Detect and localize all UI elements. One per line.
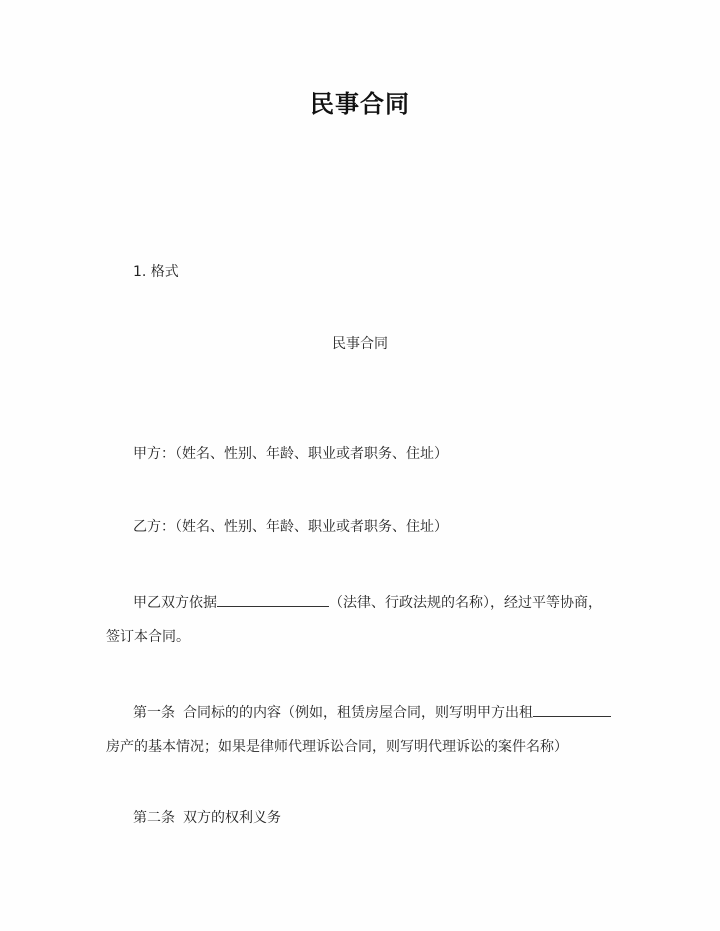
party-a-details: （姓名、性别、年龄、职业或者职务、住址）: [175, 446, 448, 462]
section-heading: 1. 格式: [133, 264, 179, 280]
article-1-label: 第一条: [133, 705, 175, 721]
basis-blank-note: （法律、行政法规的名称），经过平等协商，: [329, 595, 602, 611]
party-a-line: [133, 444, 448, 464]
basis-paragraph-line2: 签订本合同。: [106, 629, 190, 645]
article-2-text: 双方的权利义务: [183, 810, 281, 826]
basis-prefix: 甲乙双方依据: [133, 595, 217, 611]
basis-paragraph-line1: [133, 592, 602, 613]
document-title: 民事合同: [310, 90, 410, 118]
party-b-line: [133, 517, 448, 537]
article-2-label: 第二条: [133, 810, 175, 826]
rental-property-blank[interactable]: [533, 702, 611, 717]
article-2-line: [133, 808, 281, 828]
party-b-label: 乙方：: [133, 519, 175, 535]
law-name-blank[interactable]: [217, 592, 329, 607]
party-a-label: 甲方：: [133, 446, 175, 462]
party-b-details: （姓名、性别、年龄、职业或者职务、住址）: [175, 519, 448, 535]
contract-subtitle: 民事合同: [332, 336, 388, 352]
article-1-line1: [133, 702, 611, 723]
article-1-text: 合同标的的内容（例如，租赁房屋合同，则写明甲方出租: [183, 705, 533, 721]
article-1-line2: 房产的基本情况；如果是律师代理诉讼合同，则写明代理诉讼的案件名称）: [106, 739, 568, 755]
